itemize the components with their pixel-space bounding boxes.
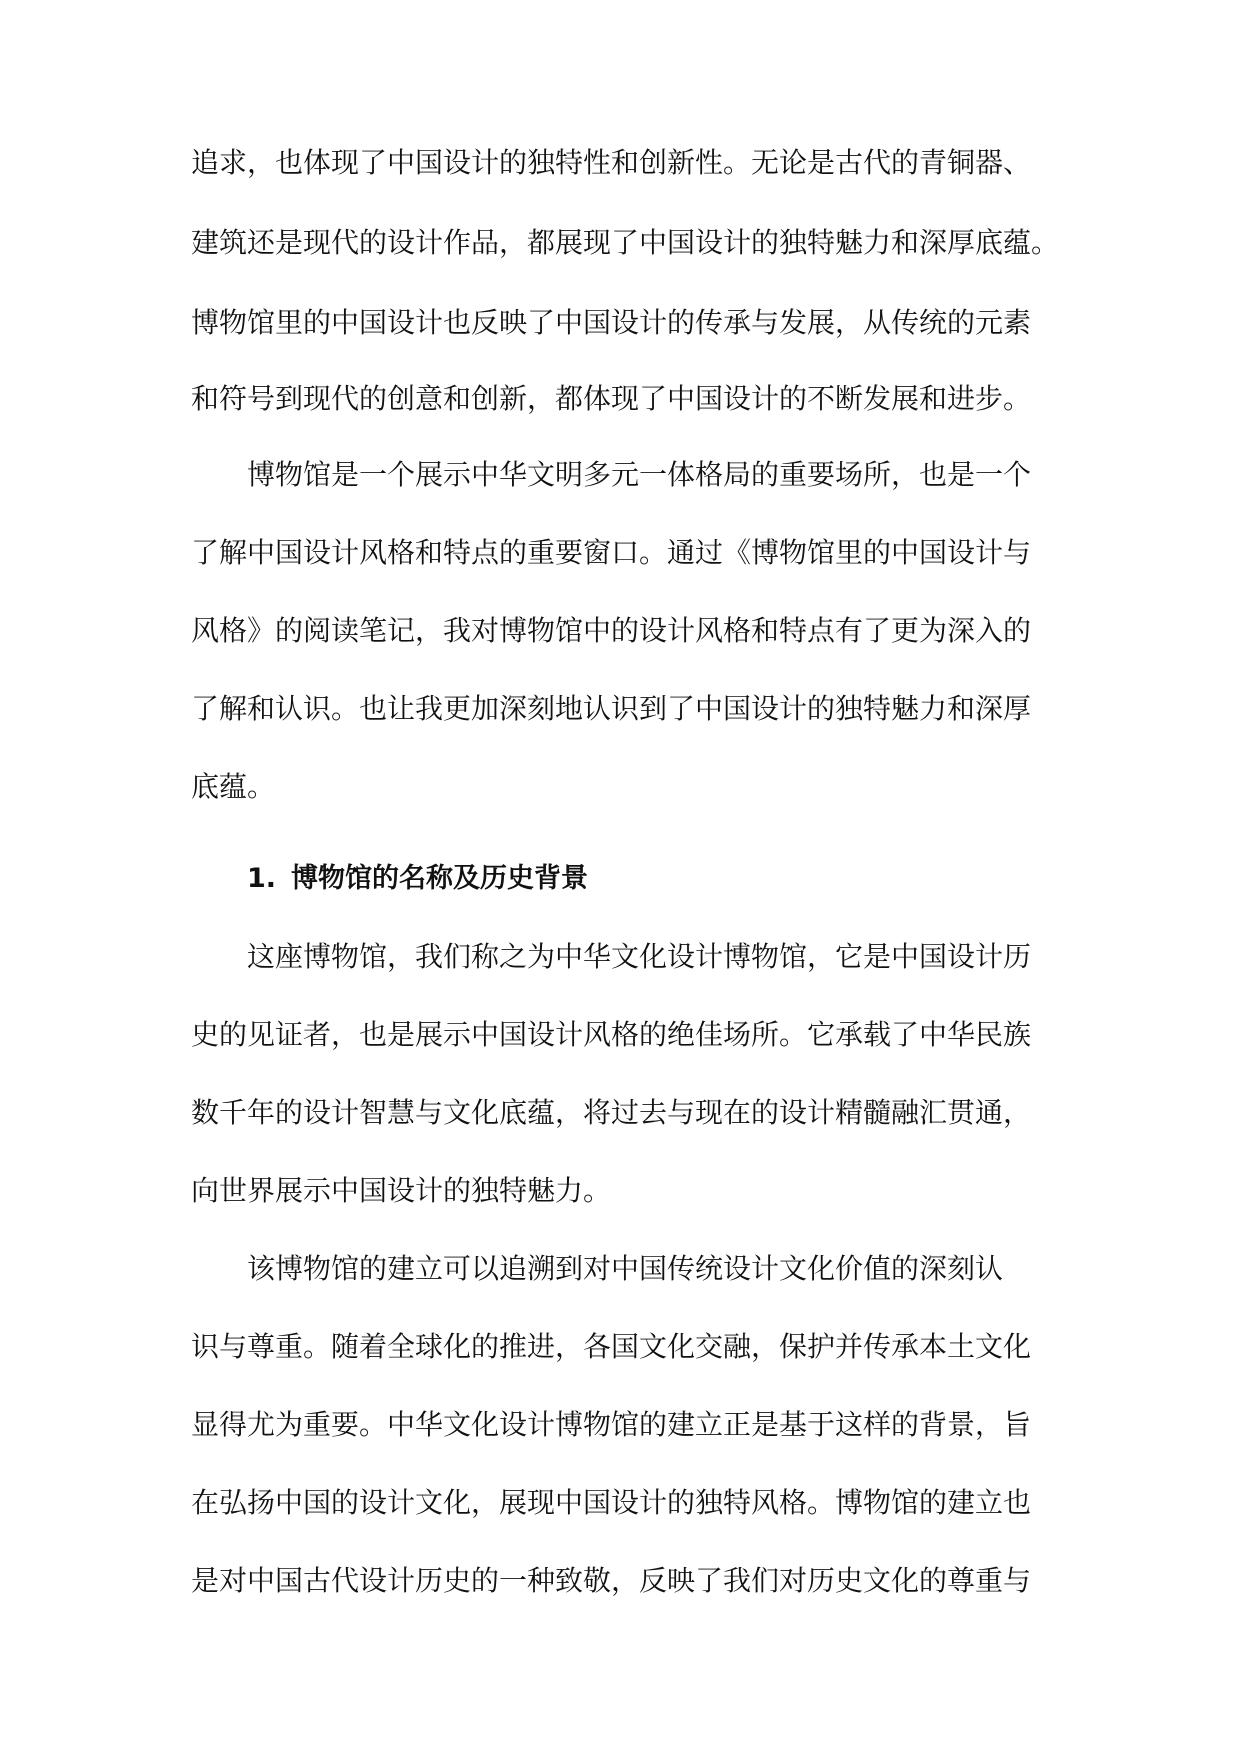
text-line: 和符号到现代的创意和创新，都体现了中国设计的不断发展和进步。 (191, 382, 1032, 415)
text-line: 史的见证者，也是展示中国设计风格的绝佳场所。它承载了中华民族 (191, 1018, 1032, 1051)
section-heading (247, 859, 588, 899)
text-line: 风格》的阅读笔记，我对博物馆中的设计风格和特点有了更为深入的 (191, 614, 1032, 647)
text-line: 识与尊重。随着全球化的推进，各国文化交融，保护并传承本土文化 (191, 1330, 1032, 1363)
text-line: 显得尤为重要。中华文化设计博物馆的建立正是基于这样的背景，旨 (191, 1408, 1032, 1441)
text-line: 数千年的设计智慧与文化底蕴，将过去与现在的设计精髓融汇贯通， (191, 1096, 1032, 1129)
paragraph-start-line: 这座博物馆，我们称之为中华文化设计博物馆，它是中国设计历 (247, 940, 1032, 973)
paragraph-start-line: 博物馆是一个展示中华文明多元一体格局的重要场所，也是一个 (247, 458, 1032, 491)
text-line: 博物馆里的中国设计也反映了中国设计的传承与发展，从传统的元素 (191, 306, 1032, 339)
text-line: 了解和认识。也让我更加深刻地认识到了中国设计的独特魅力和深厚 (191, 692, 1032, 725)
text-line: 追求，也体现了中国设计的独特性和创新性。无论是古代的青铜器、 (191, 146, 1032, 179)
text-line: 是对中国古代设计历史的一种致敬，反映了我们对历史文化的尊重与 (191, 1564, 1032, 1597)
section-number: 1. (247, 863, 277, 894)
text-line: 在弘扬中国的设计文化，展现中国设计的独特风格。博物馆的建立也 (191, 1486, 1032, 1519)
text-line: 底蕴。 (191, 770, 276, 803)
text-line: 了解中国设计风格和特点的重要窗口。通过《博物馆里的中国设计与 (191, 536, 1032, 569)
paragraph-start-line: 该博物馆的建立可以追溯到对中国传统设计文化价值的深刻认 (247, 1252, 1004, 1285)
text-line: 向世界展示中国设计的独特魅力。 (191, 1174, 612, 1207)
section-title: 博物馆的名称及历史背景 (291, 863, 588, 894)
text-line: 建筑还是现代的设计作品，都展现了中国设计的独特魅力和深厚底蕴。 (191, 226, 1060, 259)
